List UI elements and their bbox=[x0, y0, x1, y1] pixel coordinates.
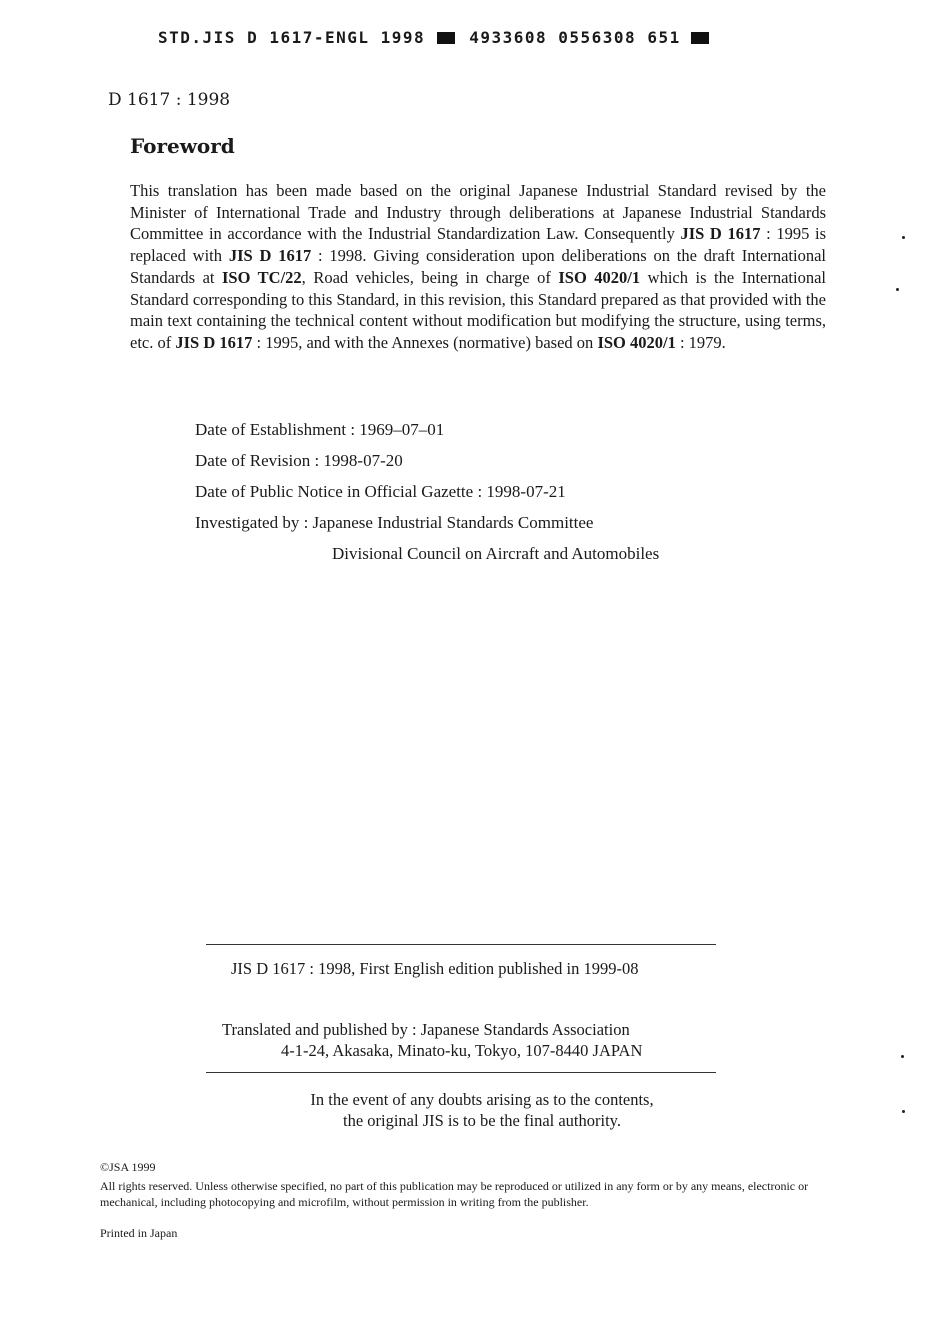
rights-statement: All rights reserved. Unless otherwise specified, no part of this publication may be reproduced or utilized in any form or by any means, electronic or mechanical, including photocopying and microfilm, without permission in writing from the publisher. bbox=[100, 1179, 809, 1209]
foreword-paragraph bbox=[130, 180, 826, 354]
copyright: ©JSA 1999 bbox=[100, 1160, 156, 1174]
notice-line-1: In the event of any doubts arising as to the contents, bbox=[310, 1090, 654, 1109]
scan-speck bbox=[901, 1055, 904, 1058]
scan-speck bbox=[902, 1110, 905, 1113]
foreword-title: Foreword bbox=[130, 134, 235, 158]
paragraph-text: : 1998. Giving consideration upon deliberations on the draft International Standards at bbox=[130, 246, 826, 287]
investigated-by: Investigated by : Japanese Industrial Standards Committee bbox=[195, 513, 594, 532]
paragraph-text: : 1995 is replaced with bbox=[130, 224, 826, 266]
paragraph-text: : 1979. bbox=[675, 332, 726, 352]
date-of-establishment: Date of Establishment : 1969–07–01 bbox=[195, 420, 445, 439]
standard-reference: ISO 4020/1 bbox=[558, 267, 641, 287]
divider-bottom bbox=[206, 1072, 716, 1073]
standard-reference: JIS D 1617 bbox=[228, 246, 312, 266]
standard-reference: ISO TC/22 bbox=[222, 267, 302, 287]
standard-reference: JIS D 1617 bbox=[680, 224, 761, 244]
publisher-address: 4-1-24, Akasaka, Minato-ku, Tokyo, 107-8440 JAPAN bbox=[281, 1041, 643, 1060]
stamp-block-mark-end bbox=[691, 32, 709, 44]
divider-top bbox=[206, 944, 716, 945]
standard-reference: ISO 4020/1 bbox=[597, 332, 676, 352]
date-of-public-notice: Date of Public Notice in Official Gazette : 1998-07-21 bbox=[195, 482, 566, 501]
stamp-block-mark bbox=[437, 32, 455, 44]
paragraph-text: This translation has been made based on the original Japanese Industrial Standard revised by the Minister of International Trade and Industry through deliberations at Japanese Industrial Standards Committee in accordance with the Industrial Standardization Law. Consequently bbox=[130, 181, 826, 244]
document-code: D 1617 : 1998 bbox=[108, 90, 231, 110]
stamp-barcode: 4933608 0556308 651 bbox=[469, 28, 681, 47]
date-of-revision: Date of Revision : 1998-07-20 bbox=[195, 451, 403, 470]
document-stamp bbox=[158, 28, 709, 47]
notice-line-2: the original JIS is to be the final authority. bbox=[342, 1111, 621, 1130]
paragraph-text: : 1995, and with the Annexes (normative) based on bbox=[252, 332, 598, 352]
scan-speck bbox=[902, 236, 905, 239]
stamp-code: STD.JIS D 1617-ENGL 1998 bbox=[158, 28, 426, 47]
publisher-line: Translated and published by : Japanese Standards Association bbox=[222, 1020, 630, 1039]
divisional-council: Divisional Council on Aircraft and Automobiles bbox=[332, 544, 660, 563]
paragraph-text: which is the International Standard corresponding to this Standard, in this revision, this Standard prepared as that provided with the main text containing the technical content without modification but modifying the structure, using terms, etc. of bbox=[130, 267, 826, 352]
authority-notice bbox=[206, 1089, 758, 1131]
scan-speck bbox=[896, 288, 899, 291]
paragraph-text: , Road vehicles, being in charge of bbox=[301, 267, 559, 287]
edition-line: JIS D 1617 : 1998, First English edition published in 1999-08 bbox=[231, 959, 639, 978]
printed-in: Printed in Japan bbox=[100, 1226, 178, 1240]
standard-reference: JIS D 1617 bbox=[175, 332, 253, 352]
